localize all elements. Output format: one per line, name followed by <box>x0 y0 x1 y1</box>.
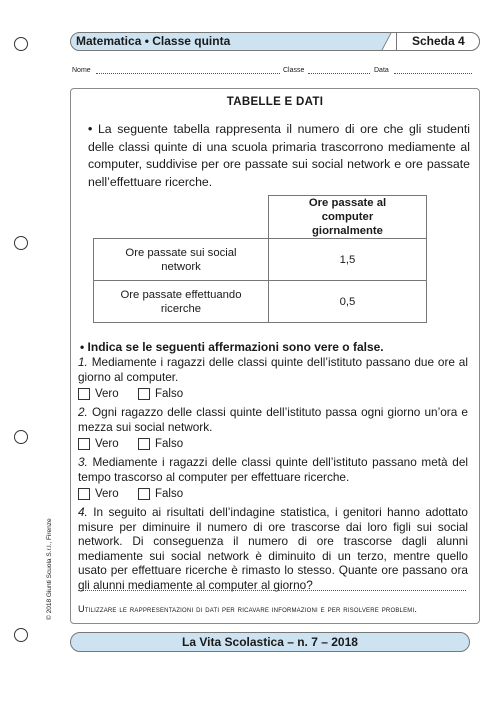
header-subject: Matematica • Classe quinta <box>76 34 231 48</box>
question-number: 2. <box>78 405 88 419</box>
table-cell-value: 1,5 <box>269 239 427 281</box>
footer-text: La Vita Scolastica – n. 7 – 2018 <box>182 635 358 649</box>
question-3 <box>78 455 468 484</box>
class-label: Classe <box>283 67 305 74</box>
false-label: Falso <box>155 488 184 500</box>
false-label: Falso <box>155 438 184 450</box>
table-row-label: Ore passate sui social network <box>94 239 269 281</box>
question-1-options <box>78 388 278 402</box>
sheet-number: Scheda 4 <box>412 34 465 48</box>
date-field[interactable] <box>394 73 472 74</box>
question-number: 4. <box>78 505 88 519</box>
question-2-options <box>78 438 278 452</box>
false-checkbox[interactable] <box>138 388 150 400</box>
table-row-label: Ore passate effettuando ricerche <box>94 281 269 323</box>
false-checkbox[interactable] <box>138 438 150 450</box>
name-field[interactable] <box>96 73 280 74</box>
false-checkbox[interactable] <box>138 488 150 500</box>
table-row <box>94 281 427 323</box>
question-text: Ogni ragazzo delle classi quinte dell’istituto passa ogni giorno un’ora e mezza sui social network. <box>78 405 468 434</box>
binder-hole <box>14 628 28 642</box>
page-title: TABELLE E DATI <box>226 96 324 108</box>
table-column-header: Ore passate al computer giornalmente <box>269 196 427 239</box>
true-label: Vero <box>95 388 119 400</box>
learning-goal: Utilizzare le rappresentazioni di dati per ricavare informazioni e per risolvere problemi. <box>78 604 418 614</box>
table-row <box>94 239 427 281</box>
answer-line[interactable] <box>78 590 466 591</box>
class-field[interactable] <box>308 73 370 74</box>
table-cell-value: 0,5 <box>269 281 427 323</box>
questions-instruction: • Indica se le seguenti affermazioni sono vere o false. <box>80 340 384 354</box>
name-label: Nome <box>72 67 91 74</box>
question-1 <box>78 355 468 384</box>
copyright-text: © 2018 Giunti Scuola S.r.l., Firenze <box>46 518 53 620</box>
question-2 <box>78 405 468 434</box>
false-label: Falso <box>155 388 184 400</box>
true-checkbox[interactable] <box>78 488 90 500</box>
bullet: • <box>88 122 93 136</box>
intro-paragraph <box>88 121 470 191</box>
date-label: Data <box>374 67 389 74</box>
question-3-options <box>78 488 278 502</box>
true-label: Vero <box>95 438 119 450</box>
question-text: In seguito ai risultati dell’indagine statistica, i genitori hanno adottato misure per diminuire il numero di ore trascorse dai loro figli sui social network. Di conseguenza il numero di ore trascorse dagli alunni mediamente sui social network è diminuito di un terzo, mentre quello usato per effettuare ricerche è rimasto lo stesso. Quante ore passano ora gli alunni mediamente al computer al giorno? <box>78 505 468 592</box>
binder-hole <box>14 430 28 444</box>
table-corner <box>94 196 269 239</box>
true-checkbox[interactable] <box>78 438 90 450</box>
binder-hole <box>14 37 28 51</box>
intro-text: La seguente tabella rappresenta il numero di ore che gli studenti delle classi quinte di una scuola primaria trascorrono mediamente al computer, suddivise per ore passate sui social network e ore passate nell’effettuare ricerche. <box>88 122 470 189</box>
question-text: Mediamente i ragazzi delle classi quinte dell’istituto passano metà del tempo trascorso al computer per effettuare ricerche. <box>78 455 468 484</box>
true-label: Vero <box>95 488 119 500</box>
question-text: Mediamente i ragazzi delle classi quinte dell’istituto passano due ore al giorno al computer. <box>78 355 468 384</box>
binder-hole <box>14 236 28 250</box>
question-number: 3. <box>78 455 88 469</box>
true-checkbox[interactable] <box>78 388 90 400</box>
question-number: 1. <box>78 355 88 369</box>
student-fields <box>72 66 482 78</box>
question-4 <box>78 505 468 592</box>
data-table <box>93 195 427 323</box>
